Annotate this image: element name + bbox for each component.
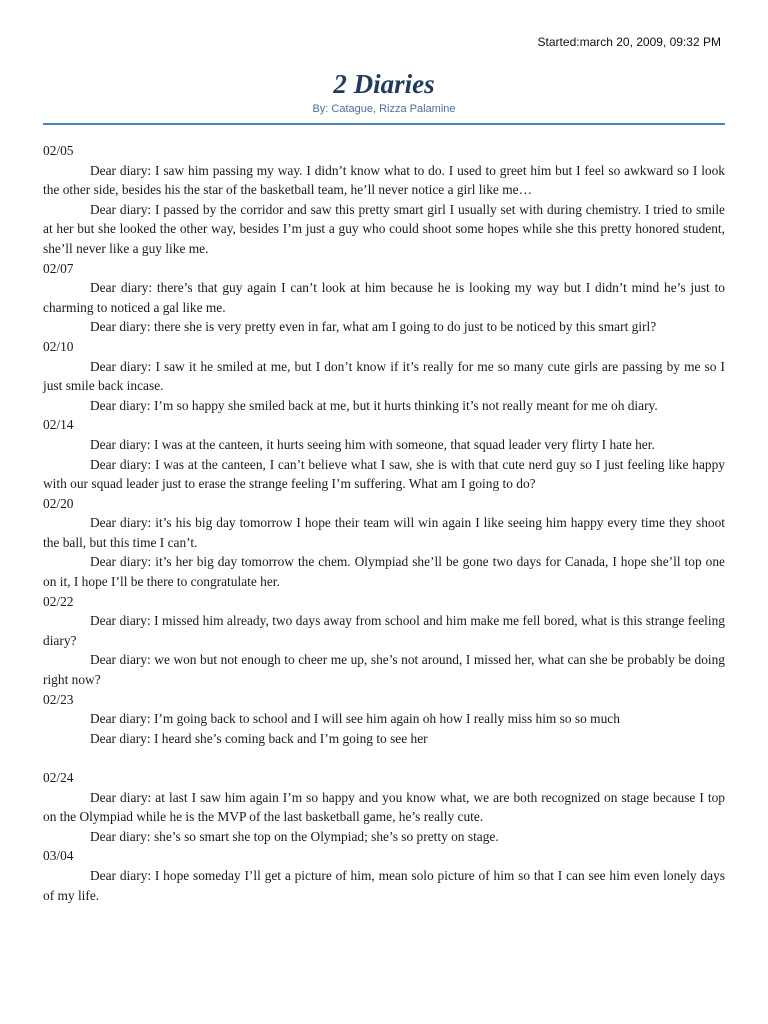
- entry-paragraph: Dear diary: I passed by the corridor and saw this pretty smart girl I usually set with during chemistry. I tried to smile at her but she looked the other way, besides I’m just a guy who could shoot some hopes while she this pretty honored student, she’ll never like a guy like me.: [43, 201, 725, 256]
- diary-entry: [43, 141, 725, 259]
- entry-paragraph: Dear diary: there she is very pretty even in far, what am I going to do just to be noticed by this smart girl?: [90, 319, 657, 335]
- entry-paragraph: Dear diary: I missed him already, two days away from school and him make me fell bored, what is this strange feeling diary?: [43, 613, 725, 648]
- entry-paragraph: Dear diary: I heard she’s coming back and I’m going to see her: [90, 730, 428, 746]
- entry-date: 03/04: [43, 848, 74, 864]
- diary-entry: [43, 259, 725, 337]
- entry-paragraph: Dear diary: she’s so smart she top on the Olympiad; she’s so pretty on stage.: [90, 828, 499, 844]
- entry-paragraph: Dear diary: I’m going back to school and I will see him again oh how I really miss him so so much: [90, 711, 620, 727]
- entry-date: 02/20: [43, 495, 74, 511]
- entry-paragraph: Dear diary: there’s that guy again I can’t look at him because he is looking my way but I didn’t mind he’s just to charming to noticed a gal like me.: [43, 280, 725, 315]
- entry-paragraph: Dear diary: it’s his big day tomorrow I hope their team will win again I like seeing him happy every time they shoot the ball, but this time I can’t.: [43, 515, 725, 550]
- entry-paragraph: Dear diary: I hope someday I’ll get a picture of him, mean solo picture of him so that I can see him even lonely days of my life.: [43, 867, 725, 903]
- entry-date: 02/24: [43, 770, 74, 785]
- entry-date: 02/22: [43, 593, 74, 609]
- entry-paragraph: Dear diary: at last I saw him again I’m so happy and you know what, we are both recognized on stage because I top on the Olympiad while he is the MVP of the last basketball game, he’s really cute.: [43, 789, 725, 825]
- diary-entry: [43, 337, 725, 415]
- diary-entry: [43, 415, 725, 493]
- entry-date: 02/10: [43, 338, 74, 354]
- entry-date: 02/23: [43, 691, 74, 707]
- started-timestamp: Started:march 20, 2009, 09:32 PM: [537, 35, 721, 49]
- diary-entry: [43, 494, 725, 592]
- entry-paragraph: Dear diary: I’m so happy she smiled back at me, but it hurts thinking it’s not really meant for me oh diary.: [90, 397, 658, 413]
- diary-body: [43, 141, 725, 905]
- diary-entry: [43, 768, 725, 846]
- entry-paragraph: Dear diary: it’s her big day tomorrow the chem. Olympiad she’ll be gone two days for Canada, I hope she’ll top one on it, I hope I’ll be there to congratulate her.: [43, 554, 725, 590]
- entry-date: 02/05: [43, 143, 74, 158]
- entry-paragraph: Dear diary: I was at the canteen, it hurts seeing him with someone, that squad leader very flirty I hate her.: [90, 436, 655, 452]
- entry-date: 02/14: [43, 417, 74, 433]
- entry-paragraph: Dear diary: I saw it he smiled at me, but I don’t know if it’s really for me so many cute girls are passing by me so I just smile back incase.: [43, 358, 725, 394]
- entry-paragraph: Dear diary: I saw him passing my way. I didn’t know what to do. I used to greet him but I feel so awkward so I look the other side, besides his the star of the basketball team, he’ll never notice a girl like me…: [43, 162, 725, 198]
- author-byline: By: Catague, Rizza Palamine: [312, 103, 456, 115]
- diary-entry: [43, 690, 725, 749]
- entry-paragraph: Dear diary: I was at the canteen, I can’t believe what I saw, she is with that cute nerd guy so I just feeling like happy with our squad leader just to erase the strange feeling I’m suffering. What am I going to do?: [43, 456, 725, 492]
- document-title: 2 Diaries: [333, 69, 435, 99]
- diary-entry: [43, 592, 725, 690]
- entry-date: 02/07: [43, 260, 74, 276]
- entry-paragraph: Dear diary: we won but not enough to cheer me up, she’s not around, I missed her, what can she be probably be doing right now?: [43, 652, 725, 688]
- title-divider: [43, 123, 725, 125]
- title-block: [43, 68, 725, 116]
- diary-entry: [43, 846, 725, 905]
